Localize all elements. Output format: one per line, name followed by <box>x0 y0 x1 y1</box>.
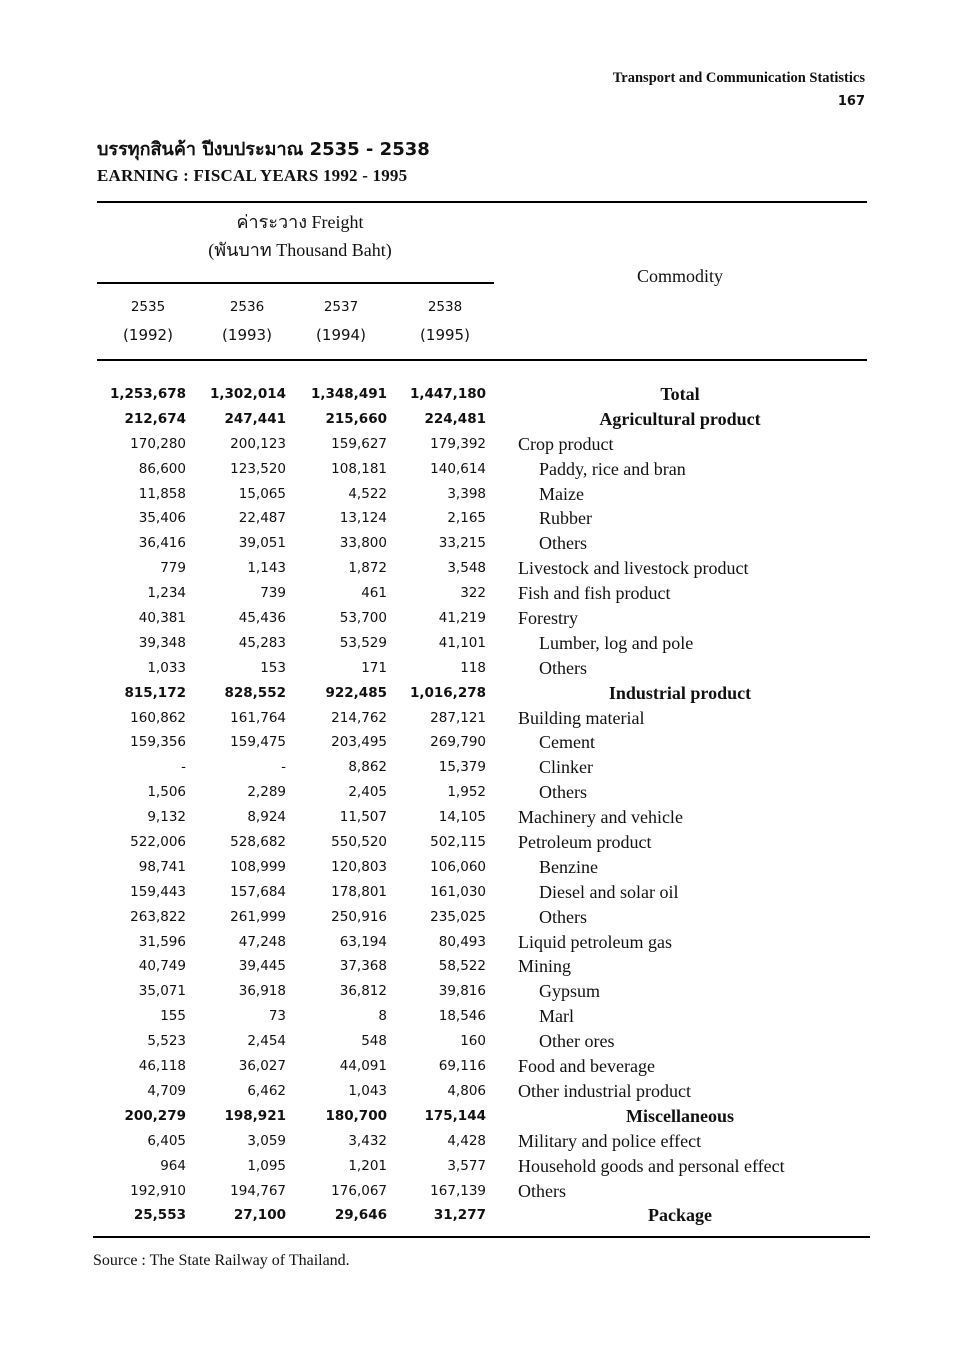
value-cell: 3,059 <box>247 1132 286 1149</box>
value-cell: 200,123 <box>230 435 286 452</box>
commodity-label: Crop product <box>518 433 614 454</box>
value-cell: 118 <box>460 659 486 676</box>
value-cell: 45,283 <box>238 634 286 651</box>
value-cell: 33,215 <box>438 535 486 552</box>
table-title-thai: บรรทุกสินค้า ปีงบประมาณ 2535 - 2538 <box>97 139 430 160</box>
table-row <box>0 755 966 780</box>
value-cell: 167,139 <box>430 1182 486 1199</box>
value-cell: 739 <box>260 585 286 602</box>
value-cell: 235,025 <box>430 908 486 925</box>
table-row <box>0 631 966 656</box>
value-cell: 175,144 <box>424 1107 486 1124</box>
commodity-header: Commodity <box>636 266 723 286</box>
commodity-label: Others <box>539 533 587 554</box>
value-cell: 3,432 <box>348 1132 387 1149</box>
value-cell: 828,552 <box>224 684 286 701</box>
value-cell: 106,060 <box>430 858 486 875</box>
commodity-label: Rubber <box>539 508 592 529</box>
year-header-2535 <box>103 293 193 349</box>
commodity-label: Household goods and personal effect <box>518 1155 785 1176</box>
value-cell: 35,406 <box>138 510 186 527</box>
year-be: 2537 <box>323 299 359 315</box>
source-note: Source : The State Railway of Thailand. <box>93 1252 350 1269</box>
year-ce: (1993) <box>222 326 272 344</box>
value-cell: 36,812 <box>339 983 387 1000</box>
year-be: 2535 <box>130 299 166 315</box>
commodity-label: Marl <box>539 1006 574 1027</box>
commodity-label: Others <box>539 782 587 803</box>
table-row <box>0 382 966 407</box>
value-cell: 159,627 <box>331 435 387 452</box>
value-cell: 2,454 <box>247 1033 286 1050</box>
value-cell: 1,952 <box>447 784 486 801</box>
value-cell: 6,405 <box>147 1132 186 1149</box>
value-cell: 550,520 <box>331 834 387 851</box>
value-cell: 98,741 <box>138 858 186 875</box>
freight-header <box>150 208 450 264</box>
value-cell: 108,181 <box>331 460 387 477</box>
value-cell: 180,700 <box>325 1107 387 1124</box>
page-number: 167 <box>837 94 865 109</box>
commodity-label: Mining <box>518 956 572 977</box>
table-row <box>0 681 966 706</box>
value-cell: 11,507 <box>339 809 387 826</box>
value-cell: 123,520 <box>230 460 286 477</box>
commodity-label: Fish and fish product <box>518 583 671 604</box>
value-cell: 33,800 <box>339 535 387 552</box>
value-cell: 9,132 <box>147 809 186 826</box>
commodity-label: Others <box>539 657 587 678</box>
value-cell: 36,416 <box>138 535 186 552</box>
value-cell: 1,447,180 <box>409 386 486 402</box>
value-cell: 153 <box>260 659 286 676</box>
value-cell: 15,065 <box>238 485 286 502</box>
commodity-label: Petroleum product <box>518 832 652 853</box>
commodity-label: Other ores <box>539 1031 615 1052</box>
commodity-label: Machinery and vehicle <box>518 807 683 828</box>
value-cell: 171 <box>361 659 387 676</box>
value-cell: 120,803 <box>331 858 387 875</box>
value-cell: 200,279 <box>124 1107 186 1124</box>
commodity-label: Building material <box>518 707 645 728</box>
value-cell: 31,277 <box>433 1207 486 1224</box>
value-cell: 214,762 <box>331 709 387 726</box>
table-row <box>0 1203 966 1228</box>
freight-header-line1: ค่าระวาง Freight <box>236 212 364 232</box>
value-cell: 63,194 <box>339 933 387 950</box>
value-cell: 22,487 <box>238 510 286 527</box>
value-cell: 73 <box>268 1008 286 1025</box>
value-cell: 159,475 <box>230 734 286 751</box>
commodity-label: Total <box>660 384 700 404</box>
value-cell: 46,118 <box>138 1058 186 1075</box>
table-row <box>0 556 966 581</box>
commodity-label: Benzine <box>539 856 598 877</box>
table-row <box>0 482 966 507</box>
value-cell: 212,674 <box>124 410 186 427</box>
value-cell: 2,405 <box>348 784 387 801</box>
commodity-label: Gypsum <box>539 981 601 1002</box>
value-cell: 161,030 <box>430 883 486 900</box>
value-cell: 964 <box>160 1157 186 1174</box>
value-cell: 69,116 <box>438 1058 486 1075</box>
value-cell: 37,368 <box>339 958 387 975</box>
value-cell: 1,302,014 <box>209 386 286 402</box>
commodity-label: Miscellaneous <box>626 1105 734 1126</box>
value-cell: 1,095 <box>247 1157 286 1174</box>
value-cell: 263,822 <box>130 908 186 925</box>
table-row <box>0 656 966 681</box>
value-cell: 159,356 <box>130 734 186 751</box>
value-cell: 3,398 <box>447 485 486 502</box>
value-cell: 53,529 <box>339 634 387 651</box>
value-cell: 108,999 <box>230 858 286 875</box>
value-cell: 198,921 <box>224 1107 286 1124</box>
value-cell: 39,445 <box>238 958 286 975</box>
running-header <box>613 66 865 114</box>
value-cell: 1,043 <box>348 1082 387 1099</box>
value-cell: - <box>181 759 186 776</box>
value-cell: 1,348,491 <box>310 386 387 402</box>
commodity-label: Agricultural product <box>599 408 761 429</box>
table-row <box>0 905 966 930</box>
table-row <box>0 581 966 606</box>
table-row <box>0 979 966 1004</box>
year-header-2537 <box>296 293 386 349</box>
table-row <box>0 1179 966 1204</box>
value-cell: 261,999 <box>230 908 286 925</box>
value-cell: 8,924 <box>247 809 286 826</box>
table-row <box>0 805 966 830</box>
commodity-label: Forestry <box>518 608 578 629</box>
value-cell: 194,767 <box>230 1182 286 1199</box>
table-row <box>0 1079 966 1104</box>
value-cell: 4,709 <box>147 1082 186 1099</box>
value-cell: - <box>281 759 286 776</box>
year-ce: (1992) <box>123 326 173 344</box>
freight-underline <box>97 282 494 284</box>
value-cell: 29,646 <box>334 1207 387 1224</box>
value-cell: 4,522 <box>348 485 387 502</box>
year-be: 2536 <box>229 299 265 315</box>
value-cell: 176,067 <box>331 1182 387 1199</box>
value-cell: 502,115 <box>430 834 486 851</box>
value-cell: 80,493 <box>438 933 486 950</box>
commodity-label: Food and beverage <box>518 1056 655 1077</box>
value-cell: 2,289 <box>247 784 286 801</box>
value-cell: 269,790 <box>430 734 486 751</box>
value-cell: 3,548 <box>447 560 486 577</box>
value-cell: 86,600 <box>138 460 186 477</box>
value-cell: 192,910 <box>130 1182 186 1199</box>
value-cell: 170,280 <box>130 435 186 452</box>
freight-header-line2: (พันบาท Thousand Baht) <box>208 240 392 260</box>
value-cell: 815,172 <box>124 684 186 701</box>
value-cell: 322 <box>460 585 486 602</box>
commodity-label: Package <box>648 1205 712 1226</box>
value-cell: 1,143 <box>247 560 286 577</box>
value-cell: 522,006 <box>130 834 186 851</box>
value-cell: 179,392 <box>430 435 486 452</box>
table-row <box>0 830 966 855</box>
year-ce: (1995) <box>420 326 470 344</box>
table-row <box>0 930 966 955</box>
commodity-label: Others <box>539 906 587 927</box>
value-cell: 41,101 <box>438 634 486 651</box>
value-cell: 4,428 <box>447 1132 486 1149</box>
value-cell: 548 <box>361 1033 387 1050</box>
table-row <box>0 706 966 731</box>
value-cell: 1,506 <box>147 784 186 801</box>
value-cell: 922,485 <box>325 684 387 701</box>
value-cell: 14,105 <box>438 809 486 826</box>
commodity-label: Military and police effect <box>518 1130 702 1151</box>
commodity-label: Maize <box>539 483 584 504</box>
table-row <box>0 531 966 556</box>
value-cell: 41,219 <box>438 610 486 627</box>
commodity-label: Livestock and livestock product <box>518 558 749 579</box>
commodity-label: Lumber, log and pole <box>539 632 694 653</box>
table-row <box>0 506 966 531</box>
table-row <box>0 780 966 805</box>
commodity-label: Diesel and solar oil <box>539 881 679 902</box>
table-row <box>0 407 966 432</box>
table-body <box>0 382 966 1228</box>
value-cell: 5,523 <box>147 1033 186 1050</box>
value-cell: 36,027 <box>238 1058 286 1075</box>
value-cell: 44,091 <box>339 1058 387 1075</box>
value-cell: 1,033 <box>147 659 186 676</box>
value-cell: 31,596 <box>138 933 186 950</box>
value-cell: 1,253,678 <box>109 386 186 402</box>
year-header-2536 <box>202 293 292 349</box>
value-cell: 39,816 <box>438 983 486 1000</box>
value-cell: 6,462 <box>247 1082 286 1099</box>
value-cell: 215,660 <box>325 410 387 427</box>
value-cell: 461 <box>361 585 387 602</box>
table-row <box>0 880 966 905</box>
value-cell: 45,436 <box>238 610 286 627</box>
commodity-label: Paddy, rice and bran <box>539 458 686 479</box>
header-bottom-rule <box>97 359 867 361</box>
commodity-label: Other industrial product <box>518 1080 691 1101</box>
value-cell: 287,121 <box>430 709 486 726</box>
value-cell: 140,614 <box>430 460 486 477</box>
value-cell: 779 <box>160 560 186 577</box>
table-row <box>0 606 966 631</box>
value-cell: 1,234 <box>147 585 186 602</box>
commodity-label: Liquid petroleum gas <box>518 931 672 952</box>
value-cell: 39,348 <box>138 634 186 651</box>
table-row <box>0 1029 966 1054</box>
value-cell: 157,684 <box>230 883 286 900</box>
table-row <box>0 457 966 482</box>
value-cell: 161,764 <box>230 709 286 726</box>
table-row <box>0 954 966 979</box>
value-cell: 25,553 <box>133 1207 186 1224</box>
publication-title: Transport and Communication Statistics <box>612 70 865 86</box>
value-cell: 8,862 <box>348 759 387 776</box>
value-cell: 4,806 <box>447 1082 486 1099</box>
table-row <box>0 1004 966 1029</box>
value-cell: 160 <box>460 1033 486 1050</box>
value-cell: 159,443 <box>130 883 186 900</box>
year-ce: (1994) <box>316 326 366 344</box>
value-cell: 1,872 <box>348 560 387 577</box>
value-cell: 47,248 <box>238 933 286 950</box>
value-cell: 247,441 <box>224 410 286 427</box>
value-cell: 39,051 <box>238 535 286 552</box>
commodity-label: Cement <box>539 732 595 753</box>
value-cell: 58,522 <box>438 958 486 975</box>
value-cell: 18,546 <box>438 1008 486 1025</box>
year-be: 2538 <box>427 299 463 315</box>
value-cell: 160,862 <box>130 709 186 726</box>
table-row <box>0 855 966 880</box>
commodity-label: Industrial product <box>608 682 752 703</box>
value-cell: 35,071 <box>138 983 186 1000</box>
value-cell: 8 <box>378 1008 387 1025</box>
value-cell: 40,749 <box>138 958 186 975</box>
table-row <box>0 1054 966 1079</box>
table-row <box>0 730 966 755</box>
value-cell: 203,495 <box>331 734 387 751</box>
value-cell: 36,918 <box>238 983 286 1000</box>
table-row <box>0 432 966 457</box>
value-cell: 27,100 <box>233 1207 286 1224</box>
value-cell: 1,201 <box>348 1157 387 1174</box>
value-cell: 11,858 <box>138 485 186 502</box>
value-cell: 528,682 <box>230 834 286 851</box>
value-cell: 1,016,278 <box>409 684 486 701</box>
commodity-label: Others <box>518 1180 566 1201</box>
table-title-english: EARNING : FISCAL YEARS 1992 - 1995 <box>97 166 408 185</box>
commodity-label: Clinker <box>539 757 593 778</box>
value-cell: 3,577 <box>447 1157 486 1174</box>
table-row <box>0 1104 966 1129</box>
year-header-2538 <box>400 293 490 349</box>
value-cell: 2,165 <box>447 510 486 527</box>
top-rule <box>97 201 867 203</box>
value-cell: 15,379 <box>438 759 486 776</box>
table-row <box>0 1129 966 1154</box>
bottom-rule <box>93 1236 870 1238</box>
value-cell: 178,801 <box>331 883 387 900</box>
value-cell: 53,700 <box>339 610 387 627</box>
value-cell: 13,124 <box>339 510 387 527</box>
table-row <box>0 1154 966 1179</box>
value-cell: 250,916 <box>331 908 387 925</box>
value-cell: 40,381 <box>138 610 186 627</box>
value-cell: 224,481 <box>424 410 486 427</box>
value-cell: 155 <box>160 1008 186 1025</box>
